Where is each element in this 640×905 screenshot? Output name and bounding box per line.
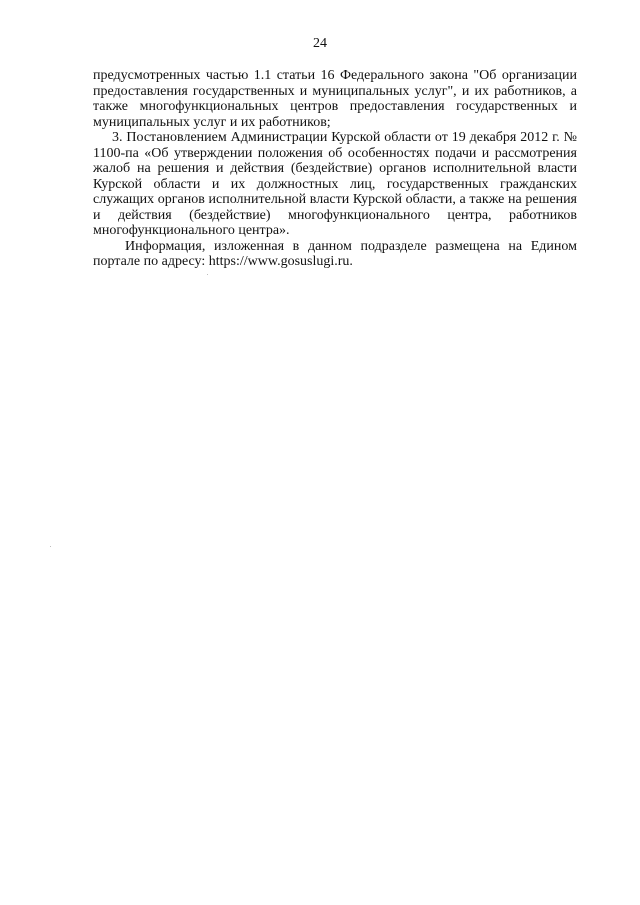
scan-speck <box>207 274 208 275</box>
scan-speck <box>50 546 51 547</box>
paragraph-item-3: 3. Постановлением Администрации Курской области от 19 декабря 2012 г. № 1100-па «Об утверждении положения об особенностях подачи и рассмотрения жалоб на решения и действия (бездействие) органов исполнительной власти Курской области и их должностных лиц, государственных гражданских служащих органов исполнительной власти Курской области, а также на решения и действия (бездействие) многофункционального центра, работников многофункционального центра». <box>93 130 577 238</box>
document-body <box>93 68 577 270</box>
paragraph-information: Информация, изложенная в данном подразделе размещена на Едином портале по адресу: https://www.gosuslugi.ru. <box>93 238 577 269</box>
paragraph-continuation: предусмотренных частью 1.1 статьи 16 Федерального закона "Об организации предоставления государственных и муниципальных услуг", и их работников, а также многофункциональных центров предоставления государственных и муниципальных услуг и их работников; <box>93 68 577 130</box>
page-number: 24 <box>313 36 327 51</box>
